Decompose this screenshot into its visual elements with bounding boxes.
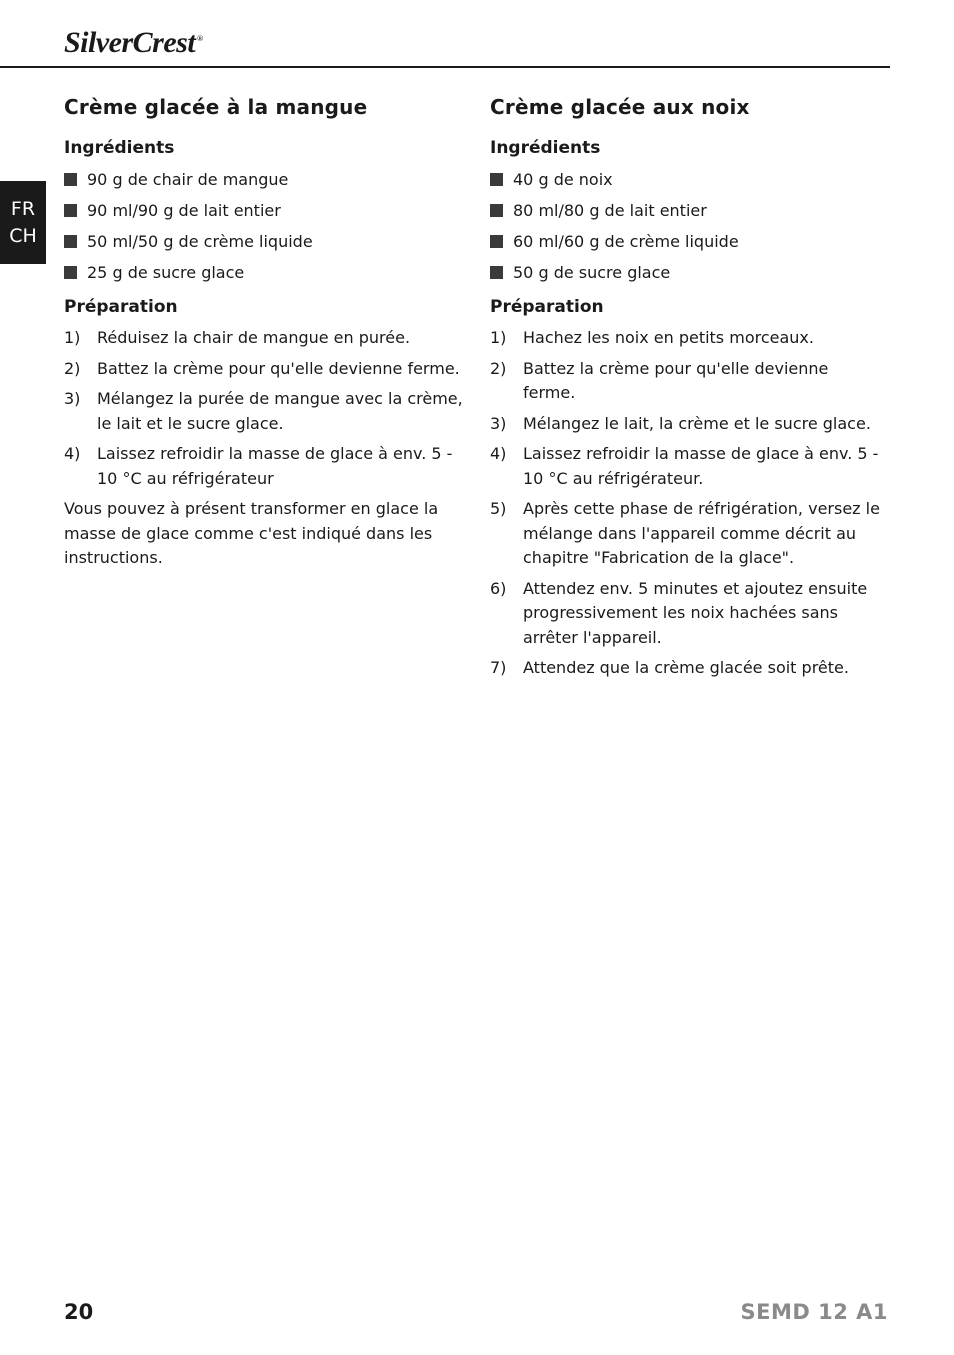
ingredients-list [490,167,885,285]
model-number: SEMD 12 A1 [740,1300,888,1324]
recipe-mango [64,92,464,571]
step-item: 2) Battez la crème pour qu'elle devienne ferme. [64,358,460,378]
list-item: 90 g de chair de mangue [64,167,464,192]
language-code-ch: CH [9,224,37,247]
list-item: 25 g de sucre glace [64,260,464,285]
step-item: 4) Laissez refroidir la masse de glace à env. 5 - 10 °C au réfrigérateur [64,444,453,488]
bullet-square-icon [490,266,503,279]
step-item: 3) Mélangez la purée de mangue avec la crème, le lait et le sucre glace. [64,389,463,433]
preparation-steps [490,326,885,681]
step-item: 2) Battez la crème pour qu'elle devienne ferme. [490,358,829,402]
closing-note: Vous pouvez à présent transformer en glace la masse de glace comme c'est indiqué dans les instructions. [64,499,439,567]
page-number: 20 [64,1300,94,1324]
preparation-heading: Préparation [490,297,604,317]
step-item: 7) Attendez que la crème glacée soit prête. [490,658,849,677]
ingredients-list [64,167,464,285]
bullet-square-icon [64,204,77,217]
step-item: 3) Mélangez le lait, la crème et le sucre glace. [490,413,871,433]
header-divider [0,66,890,68]
list-item: 60 ml/60 g de crème liquide [490,229,885,254]
ingredients-heading: Ingrédients [490,138,601,158]
list-item: 50 ml/50 g de crème liquide [64,229,464,254]
language-tab [0,181,46,264]
step-item: 5) Après cette phase de réfrigération, versez le mélange dans l'appareil comme décrit au chapitre "Fabrication de la glace". [490,499,880,567]
ingredients-heading: Ingrédients [64,138,175,158]
bullet-square-icon [490,173,503,186]
bullet-square-icon [64,173,77,186]
preparation-heading: Préparation [64,297,178,317]
step-item: 1) Hachez les noix en petits morceaux. [490,328,814,347]
bullet-square-icon [64,266,77,279]
step-item: 1) Réduisez la chair de mangue en purée. [64,328,411,347]
list-item: 90 ml/90 g de lait entier [64,198,464,223]
list-item: 80 ml/80 g de lait entier [490,198,885,223]
bullet-square-icon [490,204,503,217]
list-item: 50 g de sucre glace [490,260,885,285]
step-item: 6) Attendez env. 5 minutes et ajoutez ensuite progressivement les noix hachées sans arrêter l'appareil. [490,578,868,647]
step-item: 4) Laissez refroidir la masse de glace à env. 5 - 10 °C au réfrigérateur. [490,444,879,488]
bullet-square-icon [64,235,77,248]
recipe-nuts [490,92,885,687]
recipe-title: Crème glacée aux noix [490,95,750,119]
preparation-steps [64,326,464,491]
brand-name: SilverCrest [64,26,196,59]
brand-logo [64,22,203,60]
list-item: 40 g de noix [490,167,885,192]
recipe-title: Crème glacée à la mangue [64,95,368,119]
registered-mark: ® [197,34,203,43]
bullet-square-icon [490,235,503,248]
language-code-fr: FR [10,197,36,220]
